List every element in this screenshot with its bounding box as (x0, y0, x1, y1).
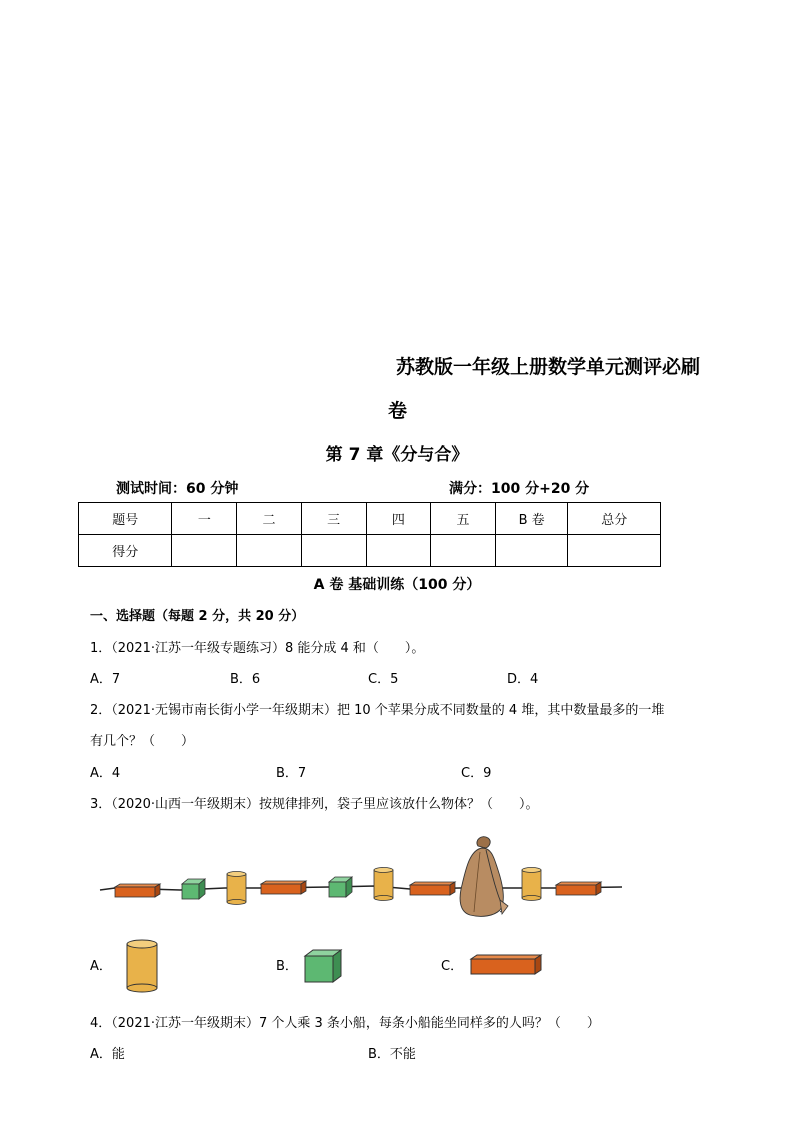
cylinder-icon (227, 872, 246, 905)
q3-option-a[interactable]: A． (90, 959, 112, 974)
question-2: 2．（2021·无锡市南长街小学一年级期末）把 10 个苹果分成不同数量的 4 堆，其中数量最多的一堆 (90, 703, 665, 718)
table-cell: 三 (301, 503, 366, 535)
q1-option-c[interactable]: C．5 (368, 672, 399, 687)
score-input-cell[interactable] (366, 535, 431, 567)
cylinder-icon (124, 938, 160, 994)
question-4: 4．（2021·江苏一年级期末）7 个人乘 3 条小船，每条小船能坐同样多的人吗？（ ） (90, 1016, 600, 1031)
brick-icon (115, 884, 160, 897)
score-input-cell[interactable] (568, 535, 661, 567)
brick-icon (556, 882, 601, 895)
cube-icon (303, 948, 345, 984)
score-table (78, 502, 661, 567)
table-cell: B 卷 (495, 503, 568, 535)
cube-icon (329, 877, 352, 897)
table-cell: 题号 (79, 503, 172, 535)
score-table-header-row (79, 503, 661, 535)
q4-option-b[interactable]: B．不能 (368, 1047, 416, 1062)
cylinder-icon (522, 868, 541, 901)
table-cell: 二 (237, 503, 302, 535)
q1-option-a[interactable]: A．7 (90, 672, 121, 687)
score-input-cell[interactable] (237, 535, 302, 567)
title-line2: 卷 (388, 400, 408, 422)
brick-icon (469, 953, 543, 977)
score-table-score-row (79, 535, 661, 567)
q3-option-b[interactable]: B． (276, 959, 298, 974)
cube-icon (182, 879, 205, 899)
title-line1: 苏教版一年级上册数学单元测评必刷 (396, 356, 701, 378)
brick-icon (261, 881, 306, 894)
score-input-cell[interactable] (495, 535, 568, 567)
q2-option-b[interactable]: B．7 (276, 766, 307, 781)
score-input-cell[interactable] (431, 535, 496, 567)
bag-icon (460, 837, 508, 917)
part1-title: 一、选择题（每题 2 分，共 20 分） (90, 609, 305, 624)
table-cell: 四 (366, 503, 431, 535)
table-cell: 总分 (568, 503, 661, 535)
chapter-title: 第 7 章《分与合》 (325, 445, 469, 465)
q1-option-b[interactable]: B．6 (230, 672, 261, 687)
table-cell: 一 (172, 503, 237, 535)
full-score: 满分：100 分+20 分 (449, 481, 590, 497)
question-3: 3．（2020·山西一年级期末）按规律排列，袋子里应该放什么物体？（ ）。 (90, 797, 539, 812)
q3-option-c[interactable]: C． (441, 959, 464, 974)
score-input-cell[interactable] (301, 535, 366, 567)
score-input-cell[interactable] (172, 535, 237, 567)
table-cell: 得分 (79, 535, 172, 567)
brick-icon (410, 882, 455, 895)
pattern-figure (0, 830, 794, 920)
question-1: 1．（2021·江苏一年级专题练习）8 能分成 4 和（ ）。 (90, 641, 425, 656)
q2-option-a[interactable]: A．4 (90, 766, 121, 781)
cylinder-icon (374, 868, 393, 901)
q1-option-d[interactable]: D．4 (507, 672, 539, 687)
question-2-cont: 有几个？（ ） (90, 734, 195, 749)
test-time: 测试时间：60 分钟 (116, 481, 239, 497)
q2-option-c[interactable]: C．9 (461, 766, 492, 781)
table-cell: 五 (431, 503, 496, 535)
q4-option-a[interactable]: A．能 (90, 1047, 125, 1062)
section-a-title: A 卷 基础训练（100 分） (313, 577, 481, 593)
